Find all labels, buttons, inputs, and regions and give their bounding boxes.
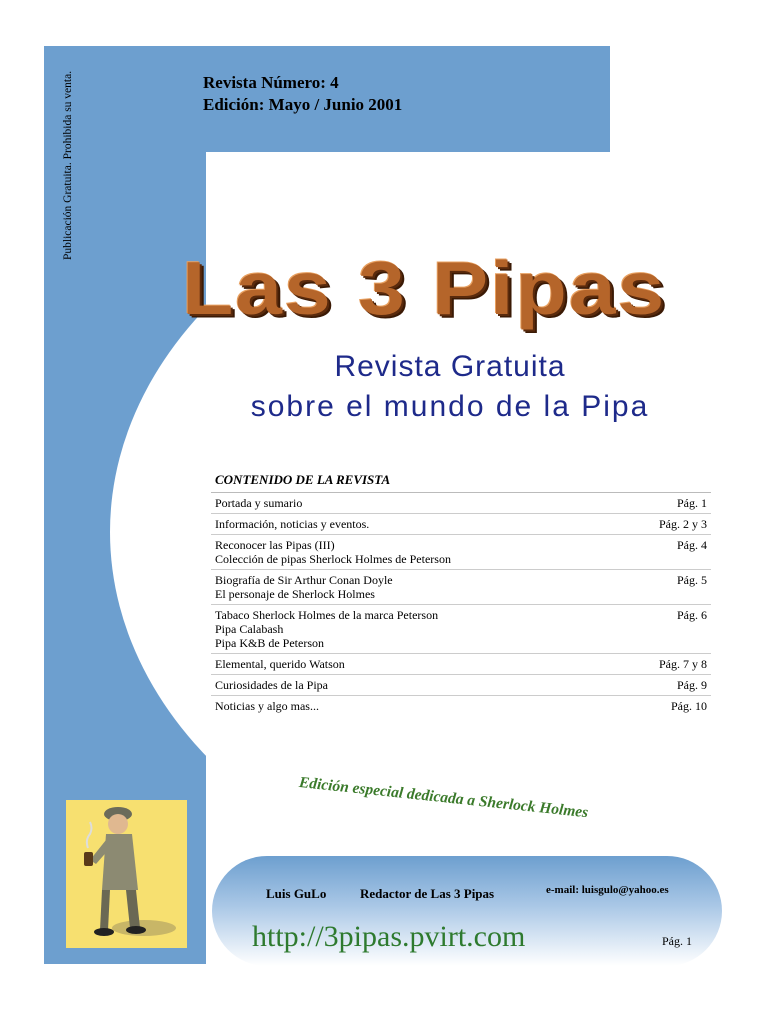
toc-row bbox=[211, 675, 711, 696]
toc-entry-page: Pág. 9 bbox=[677, 678, 707, 692]
subtitle-line-2: sobre el mundo de la Pipa bbox=[250, 390, 650, 423]
toc-entry-page: Pág. 4 bbox=[677, 538, 707, 552]
toc-rows bbox=[211, 493, 711, 716]
toc-entry-line: Biografía de Sir Arthur Conan Doyle bbox=[215, 573, 393, 587]
subtitle-line-1: Revista Gratuita bbox=[334, 350, 566, 383]
magazine-logo: Las 3 Pipas bbox=[182, 245, 667, 331]
toc-entry-page: Pág. 10 bbox=[671, 699, 707, 713]
toc-entry-line: Pipa Calabash bbox=[215, 622, 284, 636]
toc-row bbox=[211, 493, 711, 514]
toc-entry-page: Pág. 6 bbox=[677, 608, 707, 622]
toc-row bbox=[211, 535, 711, 570]
toc-entry-line: Reconocer las Pipas (III) bbox=[215, 538, 335, 552]
toc-row bbox=[211, 605, 711, 654]
table-of-contents bbox=[211, 472, 711, 716]
toc-entry-page: Pág. 7 y 8 bbox=[659, 657, 707, 671]
toc-entry-line: Elemental, querido Watson bbox=[215, 657, 345, 671]
toc-entry-title bbox=[215, 699, 319, 713]
toc-entry-line: Tabaco Sherlock Holmes de la marca Peterson bbox=[215, 608, 439, 622]
toc-row bbox=[211, 696, 711, 716]
toc-entry-title bbox=[215, 517, 369, 531]
toc-heading: CONTENIDO DE LA REVISTA bbox=[211, 472, 711, 493]
issue-edition: Edición: Mayo / Junio 2001 bbox=[203, 95, 403, 114]
sherlock-figure-icon bbox=[66, 800, 187, 948]
toc-entry-line: Pipa K&B de Peterson bbox=[215, 636, 324, 650]
toc-entry-line: Información, noticias y eventos. bbox=[215, 517, 370, 531]
toc-entry-line: Curiosidades de la Pipa bbox=[215, 678, 328, 692]
toc-entry-title bbox=[215, 538, 451, 566]
toc-row bbox=[211, 570, 711, 605]
toc-entry-title bbox=[215, 496, 302, 510]
issue-number: Revista Número: 4 bbox=[203, 73, 339, 92]
website-link[interactable]: http://3pipas.pvirt.com bbox=[252, 920, 526, 953]
toc-entry-line: Portada y sumario bbox=[215, 496, 303, 510]
publication-note: Publicación Gratuita. Prohibida su venta. bbox=[62, 70, 74, 260]
page-number: Pág. 1 bbox=[662, 934, 692, 948]
author-role: Redactor de Las 3 Pipas bbox=[360, 886, 495, 901]
toc-entry-title bbox=[215, 657, 345, 671]
toc-entry-page: Pág. 1 bbox=[677, 496, 707, 510]
toc-entry-title bbox=[215, 678, 328, 692]
toc-entry-title bbox=[215, 608, 438, 650]
email-link[interactable]: e-mail: luisgulo@yahoo.es bbox=[546, 884, 669, 896]
toc-entry-title bbox=[215, 573, 393, 601]
sherlock-figure-illustration bbox=[66, 800, 187, 948]
toc-entry-line: Noticias y algo mas... bbox=[215, 699, 319, 713]
toc-entry-line: Colección de pipas Sherlock Holmes de Peterson bbox=[215, 552, 451, 566]
toc-entry-line: El personaje de Sherlock Holmes bbox=[215, 587, 375, 601]
issue-info bbox=[203, 72, 402, 116]
author-name: Luis GuLo bbox=[266, 886, 327, 901]
toc-row bbox=[211, 514, 711, 535]
toc-row bbox=[211, 654, 711, 675]
special-edition-note: Edición especial dedicada a Sherlock Holmes bbox=[298, 774, 590, 822]
toc-entry-page: Pág. 2 y 3 bbox=[659, 517, 707, 531]
toc-entry-page: Pág. 5 bbox=[677, 573, 707, 587]
